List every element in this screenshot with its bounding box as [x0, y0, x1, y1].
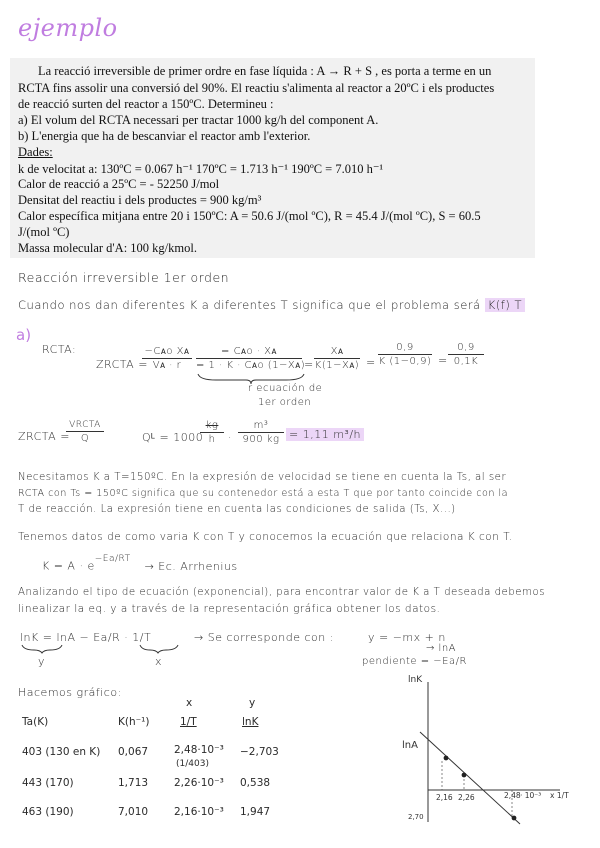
graph-y-label: lnK: [408, 675, 423, 685]
problem-statement: [10, 58, 535, 258]
linear-eq: lnK = lnA − Ea/R · 1/T: [20, 631, 152, 644]
data-line: Massa molecular d'A: 100 kg/kmol.: [18, 241, 197, 255]
note-paragraph: Analizando el tipo de ecuación (exponencial), para encontrar valor de K a T deseada debemos: [18, 587, 546, 598]
q-lhs: Qᴸ = 1000: [142, 431, 204, 444]
fraction-1: −Cᴀo Xᴀ Vᴀ · r: [142, 346, 192, 371]
table-cell: 0,538: [240, 777, 271, 789]
graph-tick: 2,26: [458, 793, 475, 802]
table-header: lnK: [242, 716, 259, 728]
note-line: [18, 298, 525, 312]
table-cell: 463 (190): [22, 806, 74, 818]
table-cell: 2,48·10⁻³: [174, 744, 224, 756]
rcta-label: RCTA:: [42, 343, 77, 356]
table-cell: 2,16·10⁻³: [174, 806, 224, 818]
table-cell: 2,26·10⁻³: [174, 777, 224, 789]
note-text: Cuando nos dan diferentes K a diferentes T significa que el problema será: [18, 298, 481, 312]
lin-x-label: x: [155, 655, 163, 668]
note-paragraph: Tenemos datos de como varia K con T y conocemos la ecuación que relaciona K con T.: [18, 531, 513, 543]
note-paragraph: linealizar la eq. y a través de la representación gráfica obtener los datos.: [18, 603, 441, 615]
table-cell-sub: (1/403): [176, 759, 209, 769]
data-line: Calor de reacció a 25ºC = - 52250 J/mol: [18, 177, 220, 191]
data-line: k de velocitat a: 130ºC = 0.067 h⁻¹ 170ºC = 1.713 h⁻¹ 190ºC = 7.010 h⁻¹: [18, 162, 384, 176]
note-paragraph: RCTA con Ts = 150ºC significa que su contenedor está a esta T que por tanto coincide con la: [18, 488, 509, 499]
table-header: Ta(K): [22, 716, 49, 728]
brace-x: [138, 644, 180, 654]
graph-tick: 2,48: [504, 791, 521, 800]
problem-line: de reacció surten del reactor a 150ºC. Determineu :: [18, 97, 274, 111]
sketch-graph: [370, 672, 585, 848]
data-point: [512, 816, 517, 821]
problem-line: b) L'energia que ha de bescanviar el reactor amb l'exterior.: [18, 129, 311, 143]
data-line: Calor específica mitjana entre 20 i 150ºC: A = 50.6 J/(mol ºC), R = 45.4 J/(mol ºC), S = 60.5: [18, 209, 481, 223]
lin-arrow: → Se corresponde con :: [194, 631, 334, 644]
arrhenius-eq: $K = A \cdot e^{-Ea/RT} \to Ec$. Arrhenius: [42, 554, 238, 573]
data-point: [444, 756, 449, 761]
graph-y-mark: lnA: [402, 740, 418, 751]
table-cell: 7,010: [118, 806, 149, 818]
col-mark-y: y: [249, 697, 256, 709]
table-cell: 1,713: [118, 777, 149, 789]
fraction-vq: VRCTA Q: [66, 420, 104, 444]
graph-tick: 2,16: [436, 793, 453, 802]
fraction-5: 0,9 0,1K: [448, 342, 484, 367]
dades-label: Dades:: [18, 145, 53, 159]
graph-y-bottom: 2,70: [408, 813, 424, 821]
highlight-kft: K(f) T: [485, 298, 525, 312]
table-cell: 443 (170): [22, 777, 74, 789]
lin-intercept: → lnA: [426, 643, 457, 654]
note-title: Reacción irreversible 1er orden: [18, 270, 230, 285]
problem-line: La reacció irreversible de primer ordre en fase líquida : A → R + S , es porta a terme en un: [38, 64, 492, 78]
fraction-m3-kg: m³ 900 kg: [238, 420, 284, 445]
col-mark-x: x: [186, 697, 193, 709]
table-cell: 403 (130 en K): [22, 746, 101, 758]
data-line: Densitat del reactiu i dels productes = 900 kg/m³: [18, 193, 262, 207]
tau-lhs: ZRCTA =: [96, 358, 148, 371]
brace-note: 1er orden: [258, 397, 312, 408]
table-cell: 0,067: [118, 746, 149, 758]
data-point: [462, 773, 467, 778]
fraction-4: 0,9 K (1−0,9): [378, 342, 432, 367]
data-line: J/(mol ºC): [18, 225, 70, 239]
fraction-kg-h: kg h: [200, 420, 224, 445]
table-header: 1/T: [180, 716, 197, 728]
graph-x-label: x 1/T: [550, 791, 569, 800]
graph-tick: · 10⁻³: [520, 791, 542, 800]
note-paragraph: T de reacción. La expresión tiene en cuenta las condiciones de salida (Ts, X...): [18, 504, 456, 515]
note-paragraph: Necesitamos K a T=150ºC. En la expresión de velocidad se tiene en cuenta la Ts, al ser: [18, 472, 507, 483]
table-cell: −2,703: [240, 746, 279, 758]
part-a-label: a): [16, 326, 32, 344]
fraction-2: = Cᴀo · Xᴀ = 1 · K · Cᴀo (1−Xᴀ): [196, 346, 306, 371]
fraction-3: Xᴀ K(1−Xᴀ): [314, 346, 360, 371]
graph-label: Hacemos gráfico:: [18, 686, 122, 699]
q-result: = 1,11 m³/h: [286, 428, 364, 441]
table-header: K(h⁻¹): [118, 716, 150, 728]
line-eq: y = −mx + n: [368, 631, 446, 644]
problem-line: RCTA fins assolir una conversió del 90%. El reactiu s'alimenta al reactor a 20ºC i els productes: [18, 81, 495, 95]
brace-note: r ecuación de: [248, 383, 323, 394]
brace-y: [20, 644, 64, 654]
trend-line: [420, 732, 520, 824]
table-cell: 1,947: [240, 806, 271, 818]
lin-slope: pendiente = −Ea/R: [362, 656, 467, 667]
tau2-lhs: ZRCTA =: [18, 430, 70, 443]
heading: ejemplo: [18, 14, 118, 42]
lin-y-label: y: [38, 655, 46, 668]
problem-line: a) El volum del RCTA necessari per tractar 1000 kg/h del component A.: [18, 113, 379, 127]
